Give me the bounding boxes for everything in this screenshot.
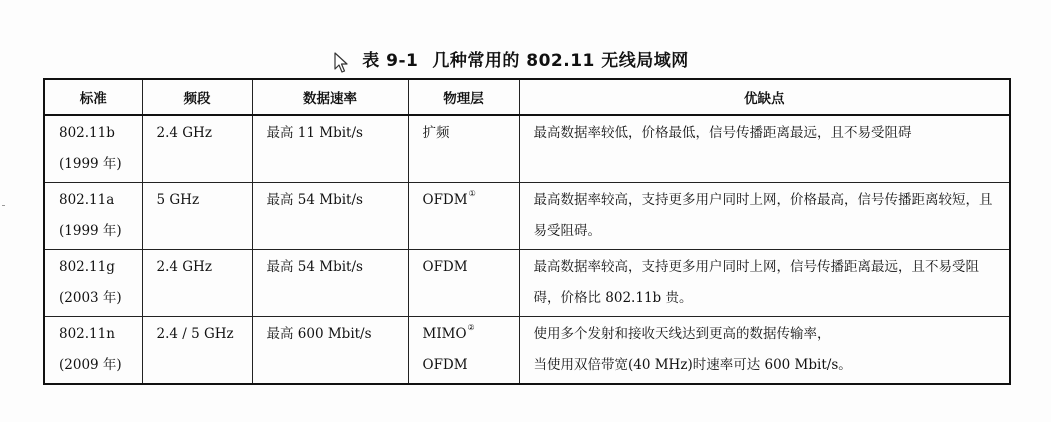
standard-name: 802.11n — [59, 326, 115, 342]
phy-value: 扩频 — [422, 125, 450, 141]
cell-standard — [44, 115, 142, 183]
band-value: 2.4 / 5 GHz — [156, 326, 234, 342]
table-number: 表 9-1 — [362, 51, 419, 71]
table-row — [44, 317, 1010, 385]
cell-data-rate — [252, 183, 408, 250]
table-row — [44, 115, 1010, 183]
standard-year: (2003 年) — [59, 290, 122, 306]
cell-band — [142, 115, 252, 183]
cell-pros-cons — [519, 183, 1010, 250]
pros-cons-text: 使用多个发射和接收天线达到更高的数据传输率， — [533, 326, 831, 342]
pros-cons-text: 最高数据率较高，支持更多用户同时上网，价格最高，信号传播距离较短，且易受阻碍。 — [533, 192, 993, 239]
rate-value: 最高 54 Mbit/s — [266, 259, 363, 275]
header-physical-layer: 物理层 — [408, 79, 519, 115]
rate-value: 最高 600 Mbit/s — [266, 326, 372, 342]
header-band: 频段 — [142, 79, 252, 115]
table-row — [44, 183, 1010, 250]
phy-name: MIMO — [422, 326, 467, 342]
header-data-rate: 数据速率 — [252, 79, 408, 115]
standard-name: 802.11b — [59, 125, 115, 141]
cell-band — [142, 183, 252, 250]
pros-cons-text: 当使用双倍带宽(40 MHz)时速率可达 600 Mbit/s。 — [533, 357, 852, 373]
band-value: 2.4 GHz — [156, 125, 212, 141]
standard-year: (2009 年) — [59, 357, 122, 373]
cell-physical-layer — [408, 317, 519, 385]
scan-edge-mark — [2, 205, 5, 206]
pros-cons-text: 最高数据率较高，支持更多用户同时上网，信号传播距离最远，且不易受阻碍，价格比 802.11b 贵。 — [533, 259, 979, 306]
pros-cons-text: 最高数据率较低，价格最低，信号传播距离最远，且不易受阻碍 — [533, 125, 912, 141]
standard-year: (1999 年) — [59, 156, 122, 172]
cell-band — [142, 250, 252, 317]
standard-name: 802.11g — [59, 259, 115, 275]
band-value: 5 GHz — [156, 192, 200, 208]
phy-value: OFDM — [422, 357, 468, 373]
header-standard: 标准 — [44, 79, 142, 115]
cell-standard — [44, 250, 142, 317]
phy-name: OFDM — [422, 192, 468, 208]
phy-value: OFDM — [422, 259, 468, 275]
cell-pros-cons — [519, 115, 1010, 183]
phy-value — [423, 319, 507, 350]
cell-data-rate — [252, 250, 408, 317]
wlan-standards-table — [43, 78, 1011, 385]
cell-physical-layer — [408, 250, 519, 317]
table-header-row — [44, 79, 1010, 115]
cell-pros-cons — [519, 317, 1010, 385]
cell-physical-layer — [408, 183, 519, 250]
cell-band — [142, 317, 252, 385]
standard-year: (1999 年) — [59, 223, 122, 239]
mouse-pointer-icon — [334, 52, 348, 74]
cell-standard — [44, 183, 142, 250]
cell-data-rate — [252, 317, 408, 385]
standard-name: 802.11a — [59, 192, 115, 208]
cell-physical-layer — [408, 115, 519, 183]
rate-value: 最高 54 Mbit/s — [266, 192, 363, 208]
cell-standard — [44, 317, 142, 385]
footnote-marker: ① — [468, 189, 476, 198]
cell-data-rate — [252, 115, 408, 183]
table-title: 几种常用的 802.11 无线局域网 — [432, 51, 689, 71]
cell-pros-cons — [519, 250, 1010, 317]
table-row — [44, 250, 1010, 317]
header-pros-cons: 优缺点 — [519, 79, 1010, 115]
footnote-marker: ② — [467, 323, 475, 332]
phy-value — [423, 185, 507, 216]
table-caption — [0, 46, 1051, 71]
rate-value: 最高 11 Mbit/s — [266, 125, 363, 141]
band-value: 2.4 GHz — [156, 259, 212, 275]
